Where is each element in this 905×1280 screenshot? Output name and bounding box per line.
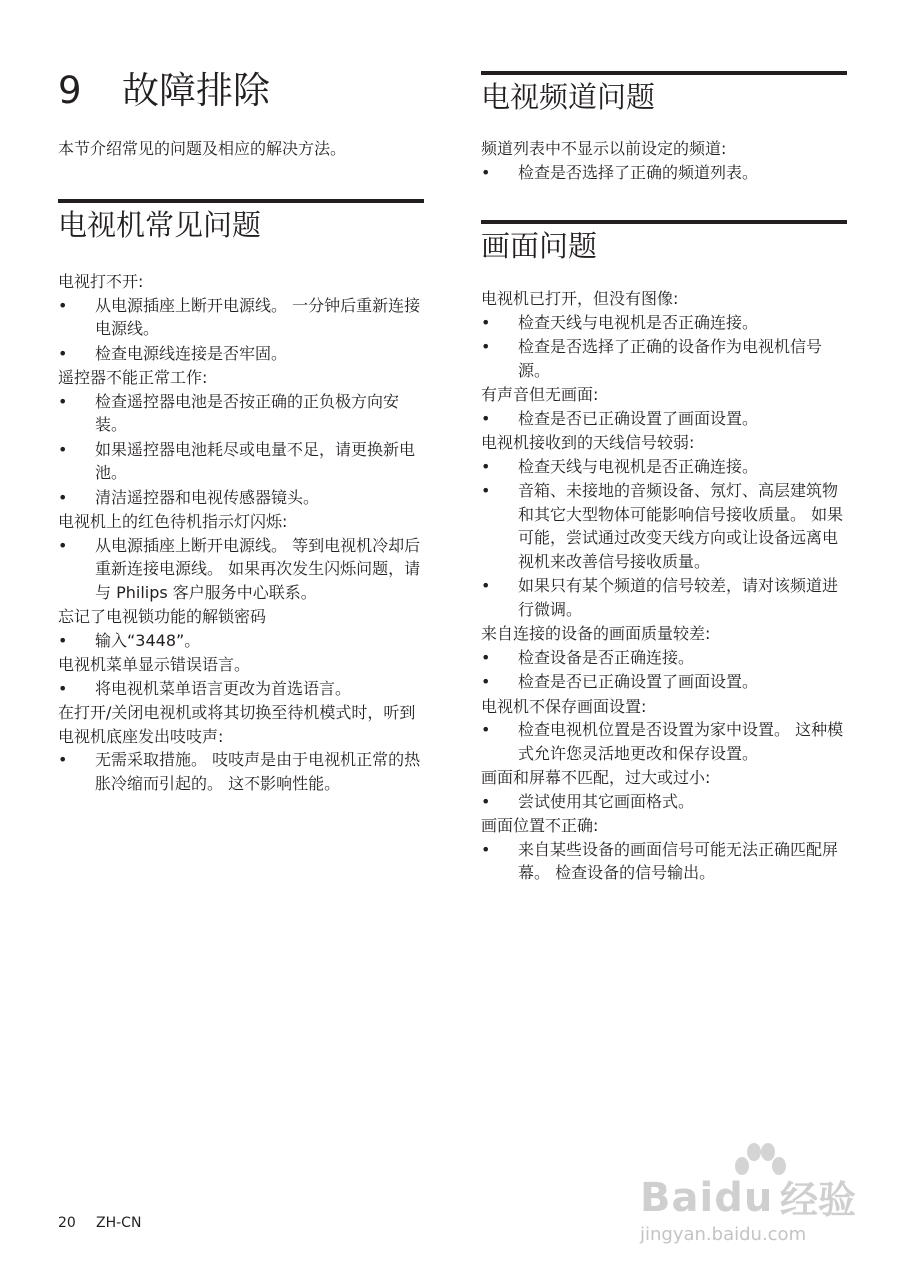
watermark-url: jingyan.baidu.com bbox=[640, 1224, 807, 1245]
watermark-brand-part1: Bai bbox=[640, 1175, 715, 1221]
answer-item bbox=[481, 790, 847, 814]
section-channel-problems bbox=[481, 71, 847, 185]
bullet-icon: • bbox=[481, 647, 491, 667]
answer-list bbox=[481, 790, 847, 814]
question: 电视机不保存画面设置: bbox=[481, 696, 647, 716]
answer-text: 输入“3448”。 bbox=[95, 630, 201, 650]
answer-list bbox=[481, 718, 847, 765]
answer-text: 将电视机菜单语言更改为首选语言。 bbox=[95, 678, 352, 698]
answer-list bbox=[58, 294, 424, 366]
answer-text: 清洁遥控器和电视传感器镜头。 bbox=[95, 487, 320, 507]
answer-list bbox=[481, 455, 847, 622]
answer-list bbox=[58, 677, 424, 701]
answer-text: 如果只有某个频道的信号较差，请对该频道进行微调。 bbox=[518, 576, 839, 619]
answer-text: 无需采取措施。 吱吱声是由于电视机正常的热胀冷缩而引起的。 这不影响性能。 bbox=[95, 750, 421, 793]
answer-list bbox=[481, 407, 847, 431]
section-body bbox=[58, 270, 424, 795]
page-footer bbox=[58, 1213, 141, 1233]
answer-item bbox=[481, 407, 847, 431]
answer-item bbox=[58, 534, 424, 605]
answer-text: 检查遥控器电池是否按正确的正负极方向安装。 bbox=[95, 391, 400, 434]
page-number: 20 bbox=[58, 1215, 76, 1231]
answer-text: 检查是否选择了正确的频道列表。 bbox=[518, 162, 759, 182]
bullet-icon: • bbox=[481, 720, 491, 739]
baidu-watermark bbox=[640, 1140, 870, 1260]
answer-item bbox=[481, 455, 847, 479]
answer-text: 检查电源线连接是否牢固。 bbox=[95, 343, 288, 363]
chapter-intro: 本节介绍常见的问题及相应的解决方法。 bbox=[58, 139, 347, 158]
bullet-icon: • bbox=[58, 439, 68, 459]
answer-item bbox=[58, 486, 424, 510]
section-tv-common-problems bbox=[58, 199, 424, 796]
question: 电视机菜单显示错误语言。 bbox=[58, 655, 251, 674]
answer-item bbox=[481, 335, 847, 382]
question: 电视机上的红色待机指示灯闪烁: bbox=[58, 512, 288, 531]
section-body bbox=[481, 287, 847, 885]
answer-item bbox=[481, 670, 847, 694]
bullet-icon: • bbox=[481, 312, 491, 332]
question: 在打开/关闭电视机或将其切换至待机模式时，听到电视机底座发出吱吱声: bbox=[58, 703, 416, 746]
section-rule bbox=[58, 199, 424, 203]
answer-list bbox=[481, 311, 847, 383]
answer-text: 检查电视机位置是否设置为家中设置。 这种模式允许您灵活地更改和保存设置。 bbox=[518, 720, 844, 763]
watermark-brand bbox=[640, 1174, 773, 1222]
question: 遥控器不能正常工作: bbox=[58, 368, 208, 387]
question: 画面位置不正确: bbox=[481, 816, 599, 835]
chapter-title bbox=[58, 67, 270, 115]
answer-list bbox=[481, 838, 847, 885]
answer-item bbox=[481, 646, 847, 670]
question: 来自连接的设备的画面质量较差: bbox=[481, 624, 711, 643]
chapter-heading: 故障排除 bbox=[122, 69, 270, 112]
answer-text: 检查设备是否正确连接。 bbox=[518, 647, 695, 667]
answer-item bbox=[58, 677, 424, 701]
section-title: 电视频道问题 bbox=[481, 80, 656, 114]
bullet-icon: • bbox=[58, 750, 68, 769]
answer-text: 检查是否选择了正确的设备作为电视机信号源。 bbox=[518, 337, 823, 380]
question: 忘记了电视锁功能的解锁密码 bbox=[58, 607, 267, 626]
answer-list bbox=[481, 646, 847, 694]
answer-list bbox=[58, 748, 424, 795]
bullet-icon: • bbox=[58, 343, 68, 363]
bullet-icon: • bbox=[481, 456, 491, 476]
answer-text: 检查是否已正确设置了画面设置。 bbox=[518, 672, 759, 691]
answer-text: 如果遥控器电池耗尽或电量不足，请更换新电池。 bbox=[95, 439, 416, 482]
bullet-icon: • bbox=[58, 630, 68, 650]
watermark-brand-part2: du bbox=[714, 1175, 774, 1221]
answer-text: 从电源插座上断开电源线。 等到电视机冷却后重新连接电源线。 如果再次发生闪烁问题，请与 Philips 客户服务中心联系。 bbox=[95, 535, 421, 602]
section-picture-problems bbox=[481, 220, 847, 886]
answer-item bbox=[58, 438, 424, 485]
section-rule bbox=[481, 71, 847, 75]
answer-text: 检查是否已正确设置了画面设置。 bbox=[518, 408, 759, 428]
answer-item bbox=[481, 311, 847, 335]
bullet-icon: • bbox=[481, 672, 491, 691]
answer-item bbox=[58, 748, 424, 795]
question: 电视机接收到的天线信号较弱: bbox=[481, 433, 695, 452]
answer-text: 尝试使用其它画面格式。 bbox=[518, 791, 695, 811]
answer-list bbox=[58, 629, 424, 653]
bullet-icon: • bbox=[481, 337, 491, 356]
section-body bbox=[481, 137, 847, 184]
answer-text: 从电源插座上断开电源线。 一分钟后重新连接电源线。 bbox=[95, 295, 421, 338]
answer-text: 音箱、未接地的音频设备、氖灯、高层建筑物和其它大型物体可能影响信号接收质量。 如果可能，尝试通过改变天线方向或让设备远离电视机来改善信号接收质量。 bbox=[518, 481, 844, 571]
chapter-number: 9 bbox=[58, 69, 82, 112]
bullet-icon: • bbox=[481, 839, 491, 859]
question: 电视机已打开，但没有图像: bbox=[481, 289, 679, 308]
bullet-icon: • bbox=[481, 481, 491, 500]
watermark-brand-cn: 经验 bbox=[780, 1178, 857, 1222]
answer-item bbox=[481, 574, 847, 621]
bullet-icon: • bbox=[481, 791, 491, 811]
bullet-icon: • bbox=[58, 678, 68, 698]
answer-text: 检查天线与电视机是否正确连接。 bbox=[518, 312, 759, 332]
question: 频道列表中不显示以前设定的频道: bbox=[481, 139, 727, 158]
answer-item bbox=[58, 390, 424, 437]
bullet-icon: • bbox=[58, 295, 68, 315]
answer-list bbox=[481, 161, 847, 185]
answer-item bbox=[58, 629, 424, 653]
answer-text: 检查天线与电视机是否正确连接。 bbox=[518, 456, 759, 476]
answer-text: 来自某些设备的画面信号可能无法正确匹配屏幕。 检查设备的信号输出。 bbox=[518, 839, 839, 882]
bullet-icon: • bbox=[481, 408, 491, 428]
answer-item bbox=[481, 838, 847, 885]
section-title: 电视机常见问题 bbox=[58, 208, 262, 242]
answer-item bbox=[481, 718, 847, 765]
answer-item bbox=[481, 479, 847, 573]
section-title: 画面问题 bbox=[481, 229, 598, 263]
bullet-icon: • bbox=[481, 162, 491, 182]
answer-list bbox=[58, 534, 424, 605]
question: 画面和屏幕不匹配，过大或过小: bbox=[481, 768, 711, 787]
answer-item bbox=[58, 342, 424, 366]
answer-list bbox=[58, 390, 424, 510]
question: 电视打不开: bbox=[58, 272, 144, 291]
question: 有声音但无画面: bbox=[481, 385, 599, 404]
bullet-icon: • bbox=[58, 535, 68, 555]
language-code: ZH-CN bbox=[96, 1215, 142, 1231]
answer-item bbox=[58, 294, 424, 341]
answer-item bbox=[481, 161, 847, 185]
section-rule bbox=[481, 220, 847, 224]
bullet-icon: • bbox=[58, 487, 68, 507]
bullet-icon: • bbox=[481, 576, 491, 595]
bullet-icon: • bbox=[58, 391, 68, 411]
